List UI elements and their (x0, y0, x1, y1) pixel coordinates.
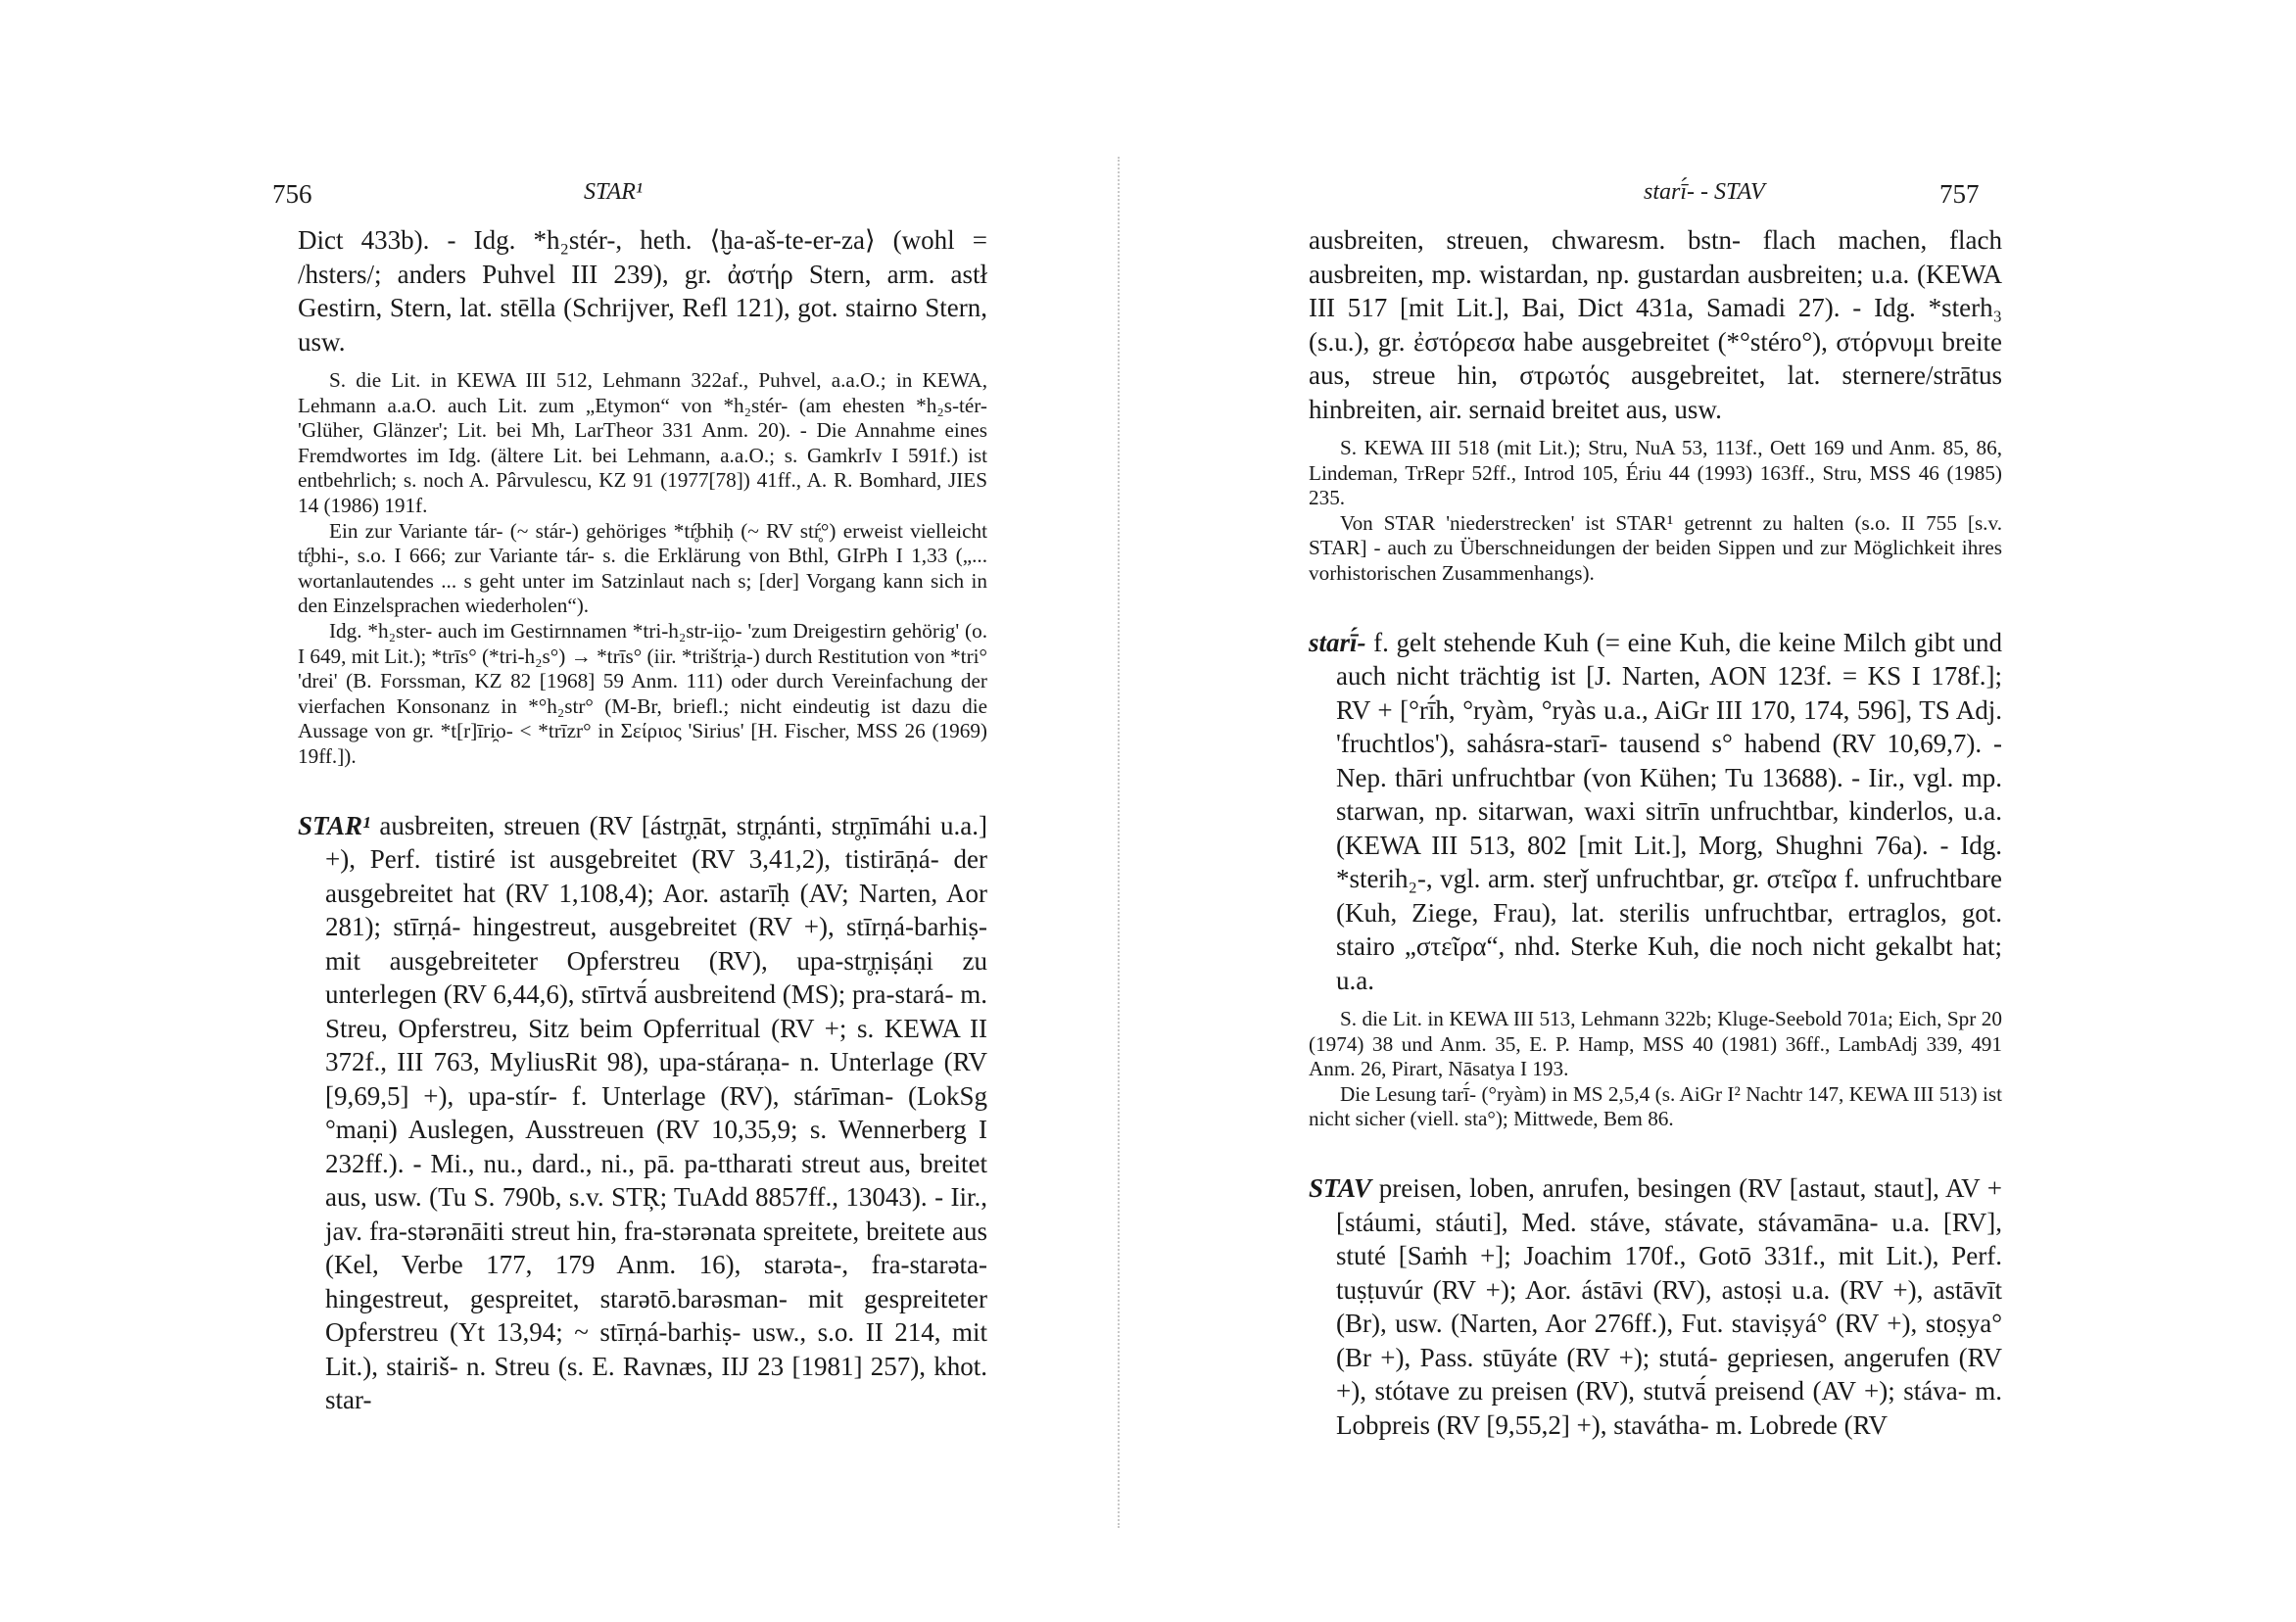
footnote: S. die Lit. in KEWA III 513, Lehmann 322b; Kluge-Seebold 701a; Eich, Spr 20 (1974) 38 und Anm. 35, E. P. Hamp, MSS 40 (1981) 36ff., LambAdj 339, 491 Anm. 26, Pirart, Nāsatya I 193. (1309, 1007, 2002, 1081)
right-running-head: starī́- - STAV (1644, 179, 1765, 205)
lemma-stari: starī́- (1309, 627, 1366, 657)
entry-text: f. gelt stehende Kuh (= eine Kuh, die keine Milch gibt und auch nicht trächtig ist [J. Narten, AON 123f. = KS I 178f.]; RV + [°rī́h, °ryàm, °ryàs u.a., AiGr III 170, 174, 596], TS Adj. 'fruchtlos'), sahásra-starī- tausend s° habend (RV 10,69,7). - Nep. thāri unfruchtbar (von Kühen; Tu 13688). - Iir., vgl. mp. starwan, np. sitarwan, waxi sitrīn unfruchtbar, kinderlos, u.a. (KEWA III 513, 802 [mit Lit.], Morg, Shughni 76a). - Idg. *sterih₂-, vgl. arm. sterǰ unfruchtbar, gr. στεῖρα f. unfruchtbare (Kuh, Ziege, Frau), lat. sterilis unfruchtbar, ertraglos, got. stairo „στεῖρα“, nhd. Sterke Kuh, die noch nicht gekalbt hat; u.a. (1336, 627, 2003, 995)
entry-stav (1309, 1171, 2002, 1442)
left-page-number: 756 (272, 179, 312, 209)
footnote: Von STAR 'niederstrecken' ist STAR¹ getrennt zu halten (s.o. II 755 [s.v. STAR] - auch zu Überschneidungen der beiden Sippen und zur Möglichkeit ihres vorhistorischen Zusammenhangs). (1309, 510, 2002, 585)
paragraph: Dict 433b). - Idg. *h₂stér-, heth. ⟨ḫa-aš-te-er-za⟩ (wohl = /hsters/; anders Puhvel III 239), gr. ἀστήρ Stern, arm. astł Gestirn, Stern, lat. stēlla (Schrijver, Refl 121), got. stairno Stern, usw. (298, 225, 987, 357)
entry-stari (1309, 626, 2002, 998)
entry-text: preisen, loben, anrufen, besingen (RV [astaut, staut], AV + [stáumi, stáuti], Med. stáve, stávate, stávamāna- u.a. [RV], stuté [Saṁh +]; Joachim 170f., Gotō 331f., mit Lit.), Perf. tuṣṭuvúr (RV +); Aor. ástāvi (RV), astoṣi u.a. (RV +), astāvīt (Br), usw. (Narten, Aor 276ff.), Fut. staviṣyá° (RV +), stoṣya° (Br +), Pass. stūyáte (RV +); stutá- gepriesen, angerufen (RV +), stótave zu preisen (RV), stutvā́ preisend (AV +); stáva- m. Lobpreis (RV [9,55,2] +), stavátha- m. Lobrede (RV (1336, 1173, 2003, 1440)
footnote: Idg. *h₂ster- auch im Gestirnnamen *tri-h₂str-ii̯o- 'zum Dreigestirn gehörig' (o. I 649, mit Lit.); *trīs° (*tri-h₂s°) → *trīs° (iir. *trištri̯a-) durch Restitution von *tri° 'drei' (B. Forssman, KZ 82 [1968] 59 Anm. 111) oder durch Vereinfachung der vierfachen Konsonanz in *°h₂str° (M-Br, briefl.; nicht eindeutig ist dazu die Aussage von gr. *t[r]īri̯o- < *trīzr° in Σείριος 'Sirius' [H. Fischer, MSS 26 (1969) 19ff.]). (298, 618, 987, 768)
footnote: Ein zur Variante tár- (~ stár-) gehöriges *tŕ̥bhiḥ (~ RV stŕ̥°) erweist vielleicht tŕ̥bhi-, s.o. I 666; zur Variante tár- s. die Erklärung von Bthl, GIrPh I 1,33 („... wortanlautendes ... s geht unter im Satzinlaut nach s; [der] Vorgang kann sich in den Einzelsprachen wiederholen“). (298, 518, 987, 618)
right-page (1148, 0, 2296, 1622)
gutter-divider (1118, 157, 1120, 1528)
left-running-head: STAR¹ (584, 179, 644, 205)
right-page-number: 757 (1939, 179, 1980, 209)
left-column (298, 223, 987, 1417)
entry-star (298, 809, 987, 1417)
lemma-star: STAR¹ (298, 810, 371, 840)
footnote: Die Lesung tarī́- (°ryàm) in MS 2,5,4 (s. AiGr I² Nachtr 147, KEWA III 513) ist nicht sicher (viell. sta°); Mittwede, Bem 86. (1309, 1081, 2002, 1131)
footnote: S. KEWA III 518 (mit Lit.); Stru, NuA 53, 113f., Oett 169 und Anm. 85, 86, Lindeman, TrRepr 52ff., Introd 105, Ériu 44 (1993) 163ff., Stru, MSS 46 (1985) 235. (1309, 436, 2002, 510)
entry-text: ausbreiten, streuen (RV [ástr̥ṇāt, str̥ṇánti, str̥ṇīmáhi u.a.] +), Perf. tistiré ist ausgebreitet (RV 3,41,2), tistirāṇá- der ausgebreitet hat (RV 1,108,4); Aor. astarīḥ (AV; Narten, Aor 281); stīrṇá- hingestreut, ausgebreitet (RV +), stīrṇá-barhiṣ- mit ausgebreiteter Opferstreu (RV), upa-str̥ṇiṣáṇi zu unterlegen (RV 6,44,6), stīrtvā́ ausbreitend (MS); pra-stará- m. Streu, Opferstreu, Sitz beim Opferritual (RV +; s. KEWA II 372f., III 763, MyliusRit 98), upa-stáraṇa- n. Unterlage (RV [9,69,5] +), upa-stír- f. Unterlage (RV), stárīman- (LokSg °maṇi) Auslegen, Ausstreuen (RV 10,35,9; s. Wennerberg I 232ff.). - Mi., nu., dard., ni., pā. pa-ttharati streut aus, breitet aus, usw. (Tu S. 790b, s.v. STŖ; TuAdd 8857ff., 13043). - Iir., jav. fra-stərənāiti streut hin, fra-stərənata spreitete, breitete aus (Kel, Verbe 177, 179 Anm. 16), starəta-, fra-starəta- hingestreut, gespreitet, starətō.barəsman- mit gespreiteter Opferstreu (Yt 13,94; ~ stīrṇá-barhiṣ- usw., s.o. II 214, mit Lit.), stairiš- n. Streu (s. E. Ravnæs, IIJ 23 [1981] 257), khot. star- (325, 810, 987, 1414)
paragraph: ausbreiten, streuen, chwaresm. bstn- flach machen, flach ausbreiten, mp. wistardan, np. gustardan ausbreiten; u.a. (KEWA III 517 [mit Lit.], Bai, Dict 431a, Samadi 27). - Idg. *sterh₃ (s.u.), gr. ἐστόρεσα habe ausgebreitet (*°stéro°), στόρνυμι breite aus, streue hin, στρωτός ausgebreitet, lat. sternere/strātus hinbreiten, air. sernaid breitet aus, usw. (1309, 225, 2002, 424)
footnote: S. die Lit. in KEWA III 512, Lehmann 322af., Puhvel, a.a.O.; in KEWA, Lehmann a.a.O. auch Lit. zum „Etymon“ von *h₂stér- (am ehesten *h₂s-tér- 'Glüher, Glänzer'; Lit. bei Mh, LarTheor 331 Anm. 20). - Die Annahme eines Fremdwortes im Idg. (ältere Lit. bei Lehmann, a.a.O.; s. GamkrIv I 591f.) ist entbehrlich; s. noch A. Pârvulescu, KZ 91 (1977[78]) 41ff., A. R. Bomhard, JIES 14 (1986) 191f. (298, 368, 987, 517)
right-column (1309, 223, 2002, 1442)
lemma-stav: STAV (1309, 1173, 1372, 1204)
